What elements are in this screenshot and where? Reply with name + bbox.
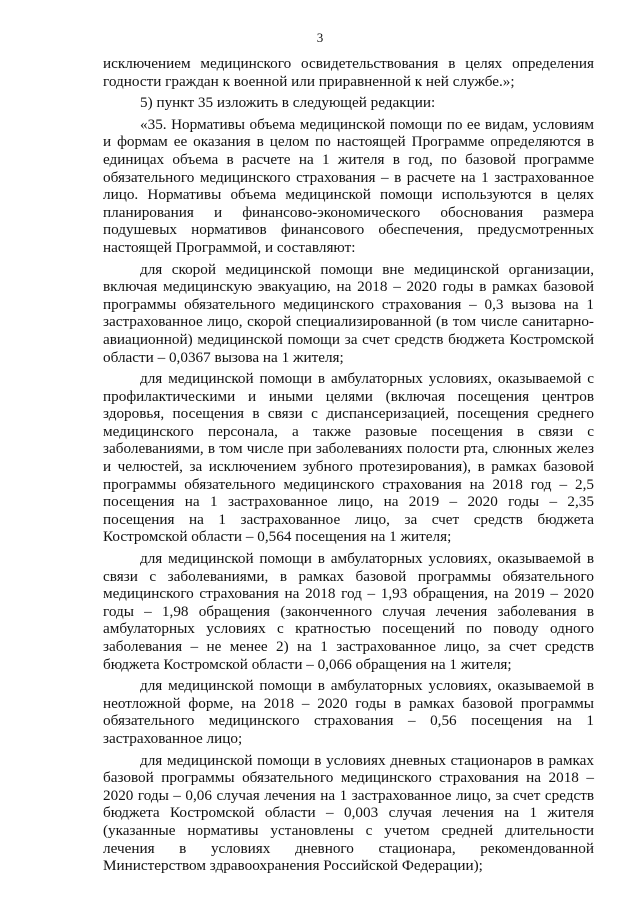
page-number: 3 [316,30,324,45]
paragraph-outpatient-preventive: для медицинской помощи в амбулаторных условиях, оказываемой с профилактическими и иными целями (включая посещения центров здоровья, посещения в связи с диспансеризацией, посещения среднего медицинского персонала, а также разовые посещения в связи с заболеваниями, в том числе при заболеваниях полости рта, слюнных желез и челюстей, за исключением зубного протезирования), в рамках базовой программы обязательного медицинского страхования на 2018 год – 2,5 посещения на 1 застрахованное лицо, на 2019 – 2020 годы – 2,35 посещения на 1 застрахованное лицо, за счет средств бюджета Костромской области – 0,564 посещения на 1 жителя; [103,370,594,546]
paragraph-item-5: 5) пункт 35 изложить в следующей редакции: [140,94,436,112]
paragraph-continuation: исключением медицинского освидетельствования в целях определения годности граждан к военной или приравненной к ней службе.»; [103,55,594,90]
paragraph-clause-35: «35. Нормативы объема медицинской помощи по ее видам, условиям и формам ее оказания в целом по настоящей Программе определяются в единицах объема в расчете на 1 жителя в год, по базовой программе обязательного медицинского страхования – в расчете на 1 застрахованное лицо. Нормативы объема медицинской помощи используются в целях планирования и финансово-экономического обоснования размера подушевых нормативов финансового обеспечения, предусмотренных настоящей Программой, и составляют: [103,115,594,256]
paragraph-day-hospital: для медицинской помощи в условиях дневных стационаров в рамках базовой программы обязательного медицинского страхования на 2018 – 2020 годы – 0,06 случая лечения на 1 застрахованное лицо, за счет средств бюджета Костромской области – 0,003 случая лечения на 1 жителя (указанные нормативы установлены с учетом средней длительности лечения в условиях дневного стационара, рекомендованной Министерством здравоохранения Российской Федерации); [103,751,594,875]
paragraph-emergency-care: для скорой медицинской помощи вне медицинской организации, включая медицинскую эвакуацию, на 2018 – 2020 годы в рамках базовой программы обязательного медицинского страхования – 0,3 вызова на 1 застрахованное лицо, скорой специализированной (в том числе санитарно-авиационной) медицинской помощи за счет средств бюджета Костромской области – 0,0367 вызова на 1 жителя; [103,260,594,366]
paragraph-outpatient-urgent: для медицинской помощи в амбулаторных условиях, оказываемой в неотложной форме, на 2018 – 2020 годы в рамках базовой программы обязательного медицинского страхования – 0,56 посещения на 1 застрахованное лицо; [103,677,594,747]
document-body [103,55,594,879]
paragraph-outpatient-disease: для медицинской помощи в амбулаторных условиях, оказываемой в связи с заболеваниями, в рамках базовой программы обязательного медицинского страхования на 2018 год – 1,93 обращения, на 2019 – 2020 годы – 1,98 обращения (законченного случая лечения заболевания в амбулаторных условиях с кратностью посещений по поводу одного заболевания – не менее 2) на 1 застрахованное лицо, за счет средств бюджета Костромской области – 0,066 обращения на 1 жителя; [103,550,594,673]
